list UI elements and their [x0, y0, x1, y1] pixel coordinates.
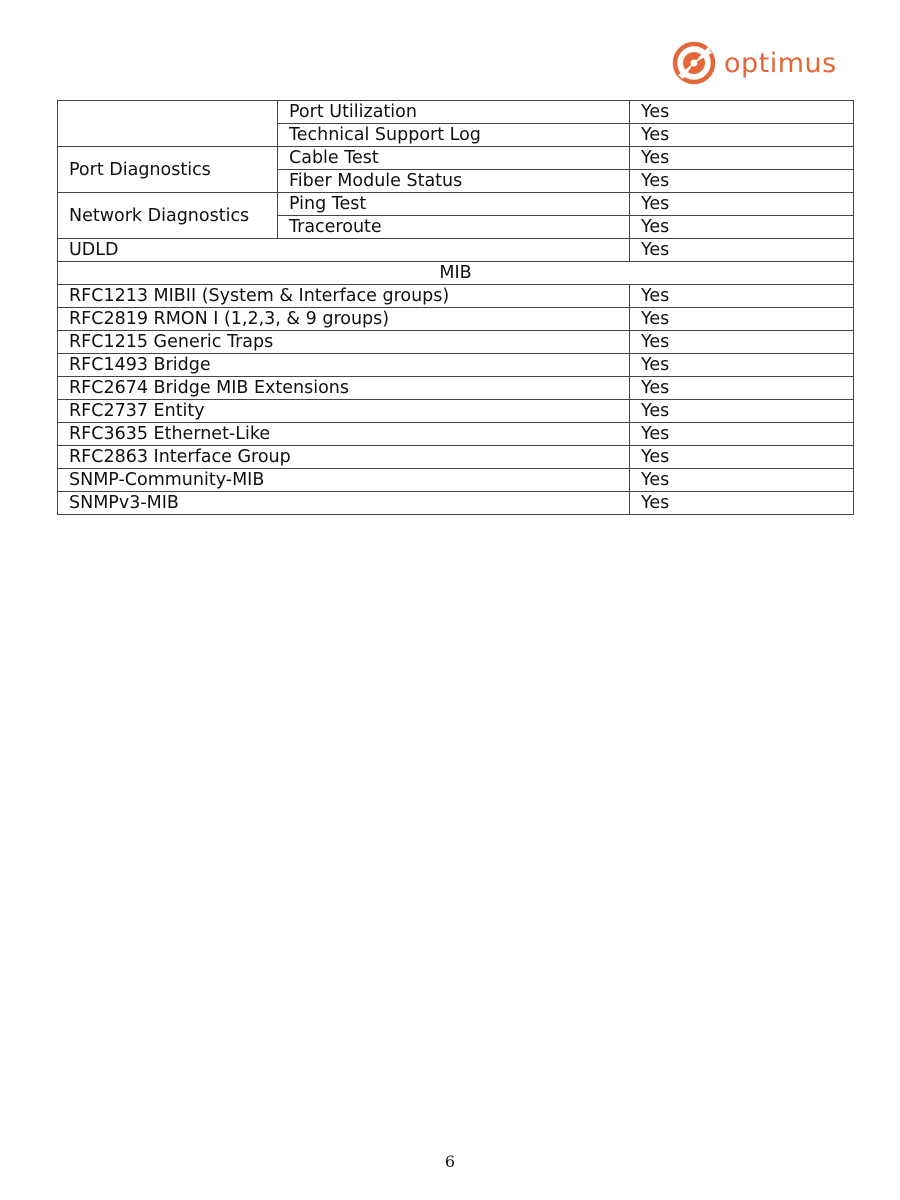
feature-cell: SNMP-Community-MIB: [58, 469, 630, 492]
support-cell: Yes: [630, 354, 854, 377]
support-cell: Yes: [630, 308, 854, 331]
logo-wordmark: optimus: [724, 47, 837, 79]
feature-cell: RFC1213 MIBII (System & Interface groups): [58, 285, 630, 308]
support-cell: Yes: [630, 400, 854, 423]
table-row: [58, 101, 854, 124]
sub-feature-cell: Traceroute: [278, 216, 630, 239]
support-cell: Yes: [630, 377, 854, 400]
support-cell: Yes: [630, 124, 854, 147]
feature-support-table: [57, 100, 854, 515]
feature-cell: RFC2674 Bridge MIB Extensions: [58, 377, 630, 400]
support-cell: Yes: [630, 423, 854, 446]
feature-cell: RFC2863 Interface Group: [58, 446, 630, 469]
feature-cell: RFC2819 RMON I (1,2,3, & 9 groups): [58, 308, 630, 331]
support-cell: Yes: [630, 101, 854, 124]
table-row: [58, 377, 854, 400]
optimus-logo-icon: [672, 41, 716, 85]
support-cell: Yes: [630, 469, 854, 492]
support-cell: Yes: [630, 193, 854, 216]
feature-group-cell: [58, 101, 278, 147]
feature-cell: UDLD: [58, 239, 630, 262]
table-row: [58, 331, 854, 354]
table-row: [58, 285, 854, 308]
section-header-mib: MIB: [58, 262, 854, 285]
sub-feature-cell: Port Utilization: [278, 101, 630, 124]
feature-group-cell: Port Diagnostics: [58, 147, 278, 193]
table-row: [58, 469, 854, 492]
feature-cell: RFC2737 Entity: [58, 400, 630, 423]
sub-feature-cell: Ping Test: [278, 193, 630, 216]
support-cell: Yes: [630, 492, 854, 515]
table-row: [58, 446, 854, 469]
feature-group-cell: Network Diagnostics: [58, 193, 278, 239]
support-cell: Yes: [630, 446, 854, 469]
table-row: [58, 308, 854, 331]
support-cell: Yes: [630, 285, 854, 308]
table-row: [58, 354, 854, 377]
table-row: [58, 400, 854, 423]
table-row: [58, 239, 854, 262]
sub-feature-cell: Technical Support Log: [278, 124, 630, 147]
page-number: 6: [444, 1152, 456, 1171]
feature-cell: RFC1215 Generic Traps: [58, 331, 630, 354]
feature-cell: SNMPv3-MIB: [58, 492, 630, 515]
optimus-logo: [672, 40, 837, 86]
table-row: [58, 492, 854, 515]
support-cell: Yes: [630, 147, 854, 170]
support-cell: Yes: [630, 170, 854, 193]
table-row: [58, 193, 854, 216]
feature-cell: RFC3635 Ethernet-Like: [58, 423, 630, 446]
support-cell: Yes: [630, 331, 854, 354]
support-cell: Yes: [630, 239, 854, 262]
table-row: [58, 423, 854, 446]
section-header-row: [58, 262, 854, 285]
support-cell: Yes: [630, 216, 854, 239]
table-row: [58, 147, 854, 170]
feature-cell: RFC1493 Bridge: [58, 354, 630, 377]
sub-feature-cell: Fiber Module Status: [278, 170, 630, 193]
sub-feature-cell: Cable Test: [278, 147, 630, 170]
